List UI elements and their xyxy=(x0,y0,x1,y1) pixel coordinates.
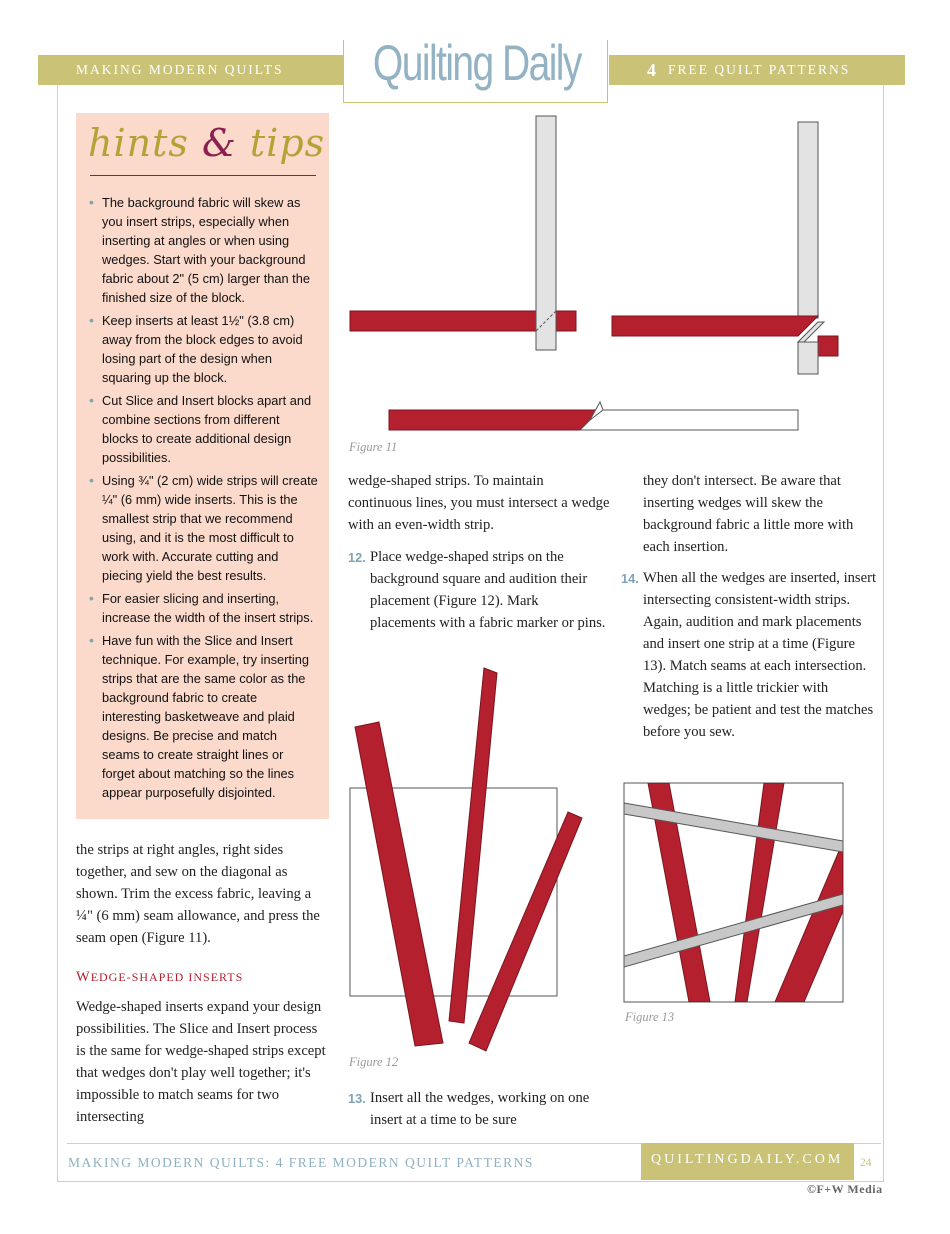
page-number: 24 xyxy=(860,1157,872,1169)
hint-item: • For easier slicing and inserting, increase the width of the insert strips. xyxy=(89,590,314,625)
hints-title xyxy=(88,121,325,165)
figure-11-caption: Figure 11 xyxy=(349,440,398,454)
step-14-number: 14. xyxy=(621,571,639,586)
hints-list xyxy=(88,193,318,806)
col1-paragraph-1: the strips at right angles, right sides together, and sew on the diagonal as shown. Trim the excess fabric, leaving a ¼" (6 mm) seam allowance, and press the seam open (Figure 11). xyxy=(76,842,320,946)
step-12-number: 12. xyxy=(348,550,366,565)
fig11-red-strip-right xyxy=(612,316,818,336)
col1-paragraph-2: Wedge-shaped inserts expand your design possibilities. The Slice and Insert process is the same for wedge-shaped strips except that wedges don't play well together; it's impossible to match seams for two intersecting xyxy=(76,999,326,1125)
hints-and-tips-box xyxy=(76,113,329,819)
fig11-gray-strip-left xyxy=(536,116,556,350)
header-band-right xyxy=(609,55,905,85)
hints-title-word2: tips xyxy=(249,121,326,165)
hints-title-amp: & xyxy=(201,121,237,165)
quilting-daily-logo: Quilting Daily xyxy=(372,35,581,91)
footer-site-box[interactable] xyxy=(641,1143,854,1180)
bullet-icon: • xyxy=(89,194,94,210)
hints-rule xyxy=(90,175,316,176)
figure-13-caption: Figure 13 xyxy=(625,1010,675,1024)
fig11-red-offcut xyxy=(818,336,838,356)
step-13-text: Insert all the wedges, working on one insert at a time to be sure xyxy=(370,1090,590,1128)
figure-12-caption: Figure 12 xyxy=(349,1055,399,1069)
step-12-text: Place wedge-shaped strips on the background square and audition their placement (Figure 12). Mark placements with a fabric marker or pins. xyxy=(370,549,606,631)
bullet-icon: • xyxy=(89,312,94,328)
footer-title: MAKING MODERN QUILTS: 4 FREE MODERN QUILT PATTERNS xyxy=(68,1155,534,1170)
section-heading-wedge: WEDGE-SHAPED INSERTS xyxy=(76,969,244,985)
hint-item: • Using ¾" (2 cm) wide strips will create ¼" (6 mm) wide inserts. This is the smallest strip that we recommend using, and it is the most difficult to work with. Accurate cutting and piecing yield the best results. xyxy=(89,472,318,583)
step-13-number: 13. xyxy=(348,1091,366,1106)
step-14-text: When all the wedges are inserted, insert intersecting consistent-width strips. Again, audition and mark placements and insert one strip at a time (Figure 13). Match seams at each intersection. Matching is a little trickier with wedges; be patient and test the matches before you sew. xyxy=(643,570,877,740)
hint-item: • The background fabric will skew as you insert strips, especially when inserting at angles or when using wedges. Start with your background fabric about 2" (5 cm) larger than the finished size of the block. xyxy=(89,194,310,305)
fig11-gray-strip-right xyxy=(798,122,818,318)
header-right-label: FREE QUILT PATTERNS xyxy=(668,62,851,77)
col2-paragraph-1: wedge-shaped strips. To maintain continuous lines, you must intersect a wedge with an even-width strip. xyxy=(348,473,610,533)
figure-12-illustration xyxy=(345,665,585,1055)
hint-item: • Cut Slice and Insert blocks apart and combine sections from different blocks to create additional design possibilities. xyxy=(89,392,312,465)
hint-item: • Have fun with the Slice and Insert technique. For example, try inserting strips that are the same color as the background fabric to create interesting basketweave and plaid designs. Be precise and match seams to create straight lines or forget about matching so the lines appear purposefully disjointed. xyxy=(89,632,309,800)
figure-13-illustration xyxy=(622,781,847,1006)
figure-11-illustration xyxy=(345,112,845,442)
fig11-gray-offcut xyxy=(798,342,818,374)
bullet-icon: • xyxy=(89,472,94,488)
col3-paragraph-1: they don't intersect. Be aware that inserting wedges will skew the background fabric a little more with each insertion. xyxy=(643,473,854,555)
bullet-icon: • xyxy=(89,590,94,606)
hints-title-word1: hints xyxy=(88,121,189,165)
fig11-white-strip-bottom xyxy=(580,410,798,430)
bullet-icon: • xyxy=(89,392,94,408)
header-left-label: MAKING MODERN QUILTS xyxy=(76,62,284,77)
header-right-number: 4 xyxy=(647,60,656,80)
copyright: ©F+W Media xyxy=(807,1182,883,1196)
header-band-left xyxy=(38,55,344,85)
footer-site-link[interactable]: QUILTINGDAILY.COM xyxy=(651,1152,844,1167)
fig11-red-strip-bottom xyxy=(389,410,600,430)
bullet-icon: • xyxy=(89,632,94,648)
hint-item: • Keep inserts at least 1½" (3.8 cm) away from the block edges to avoid losing part of the design when squaring up the block. xyxy=(89,312,303,385)
